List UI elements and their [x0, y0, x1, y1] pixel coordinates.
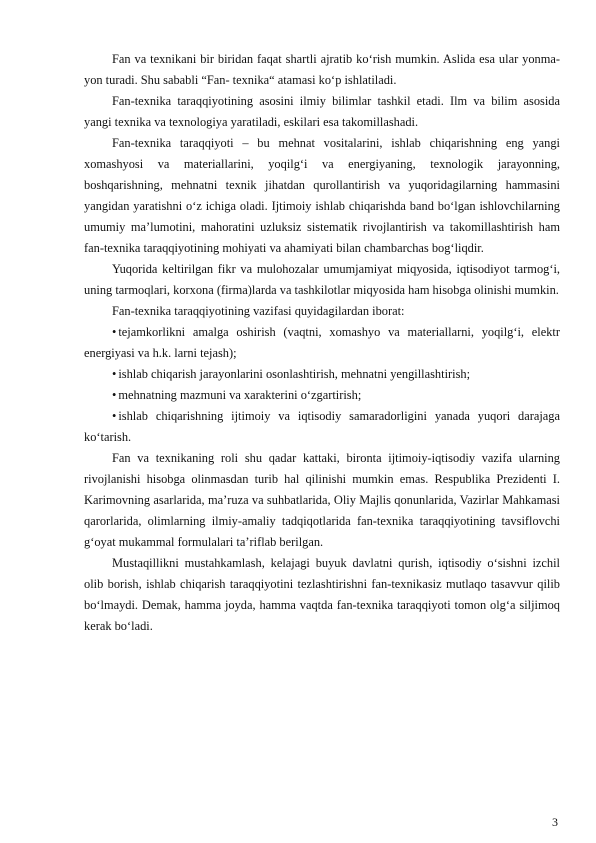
bullet-item: • ishlab chiqarishning ijtimoiy va iqtisodiy samaradorligini yanada yuqori darajaga ko‘tarish. [84, 406, 560, 448]
body-text [84, 49, 560, 637]
paragraph: Fan-texnika taraqqiyoti – bu mehnat vositalarini, ishlab chiqarishning eng yangi xomashyosi va materiallarini, yoqilg‘i va energiyaning, texnologik jarayonning, boshqarishning, mehnatni texnik jihatdan qurollantirish va yuqoridagilarning hammasini yangidan yaratishni o‘z ichiga oladi. Ijtimoiy ishlab chiqarishda band bo‘lgan ishlovchilarning umumiy ma’lumotini, mahoratini uzluksiz sistematik rivojlantirish va takomillashtirish ham fan-texnika taraqqiyotining mohiyati va ahamiyati bilan chambarchas bog‘liqdir. [84, 136, 560, 255]
page-number: 3 [552, 815, 558, 829]
paragraph: Fan-texnika taraqqiyotining vazifasi quyidagilardan iborat: [112, 304, 405, 318]
bullet-item: • tejamkorlikni amalga oshirish (vaqtni, xomashyo va materiallarni, yoqilg‘i, elektr energiyasi va h.k. larni tejash); [84, 322, 560, 364]
paragraph: Fan-texnika taraqqiyotining asosini ilmiy bilimlar tashkil etadi. Ilm va bilim asosida yangi texnika va texnologiya yaratiladi, eskilari esa takomillashadi. [84, 94, 560, 129]
bullet-item: • mehnatning mazmuni va xarakterini o‘zgartirish; [84, 385, 560, 406]
paragraph: Fan va texnikani bir biridan faqat shartli ajratib ko‘rish mumkin. Aslida esa ular yonma-yon turadi. Shu sababli “Fan- texnika“ atamasi ko‘p ishlatiladi. [84, 52, 560, 87]
paragraph: Mustaqillikni mustahkamlash, kelajagi buyuk davlatni qurish, iqtisodiy o‘sishni izchil olib borish, ishlab chiqarish taraqqiyotini tezlashtirishni fan-texnikasiz mutlaqo tasavvur qilib bo‘lmaydi. Demak, hamma joyda, hamma vaqtda fan-texnika taraqqiyoti tomon olg‘a siljimoq kerak bo‘ladi. [84, 556, 560, 633]
bullet-item: • ishlab chiqarish jarayonlarini osonlashtirish, mehnatni yengillashtirish; [84, 364, 560, 385]
paragraph: Fan va texnikaning roli shu qadar kattaki, bironta ijtimoiy-iqtisodiy vazifa ularning rivojlanishi hisobga olinmasdan turib hal qilinishi mumkin emas. Respublika Prezidenti I. Karimovning asarlarida, ma’ruza va suhbatlarida, Oliy Majlis qonunlarida, Vazirlar Mahkamasi qarorlarida, olimlarning ilmiy-amaliy tadqiqotlarida fan-texnika taraqqiyotining tavsiflovchi g‘oyat mukammal formulalari ta’riflab berilgan. [84, 451, 560, 549]
paragraph: Yuqorida keltirilgan fikr va mulohozalar umumjamiyat miqyosida, iqtisodiyot tarmog‘i, uning tarmoqlari, korxona (firma)larda va tashkilotlar miqyosida ham hisobga olinishi mumkin. [84, 262, 560, 297]
